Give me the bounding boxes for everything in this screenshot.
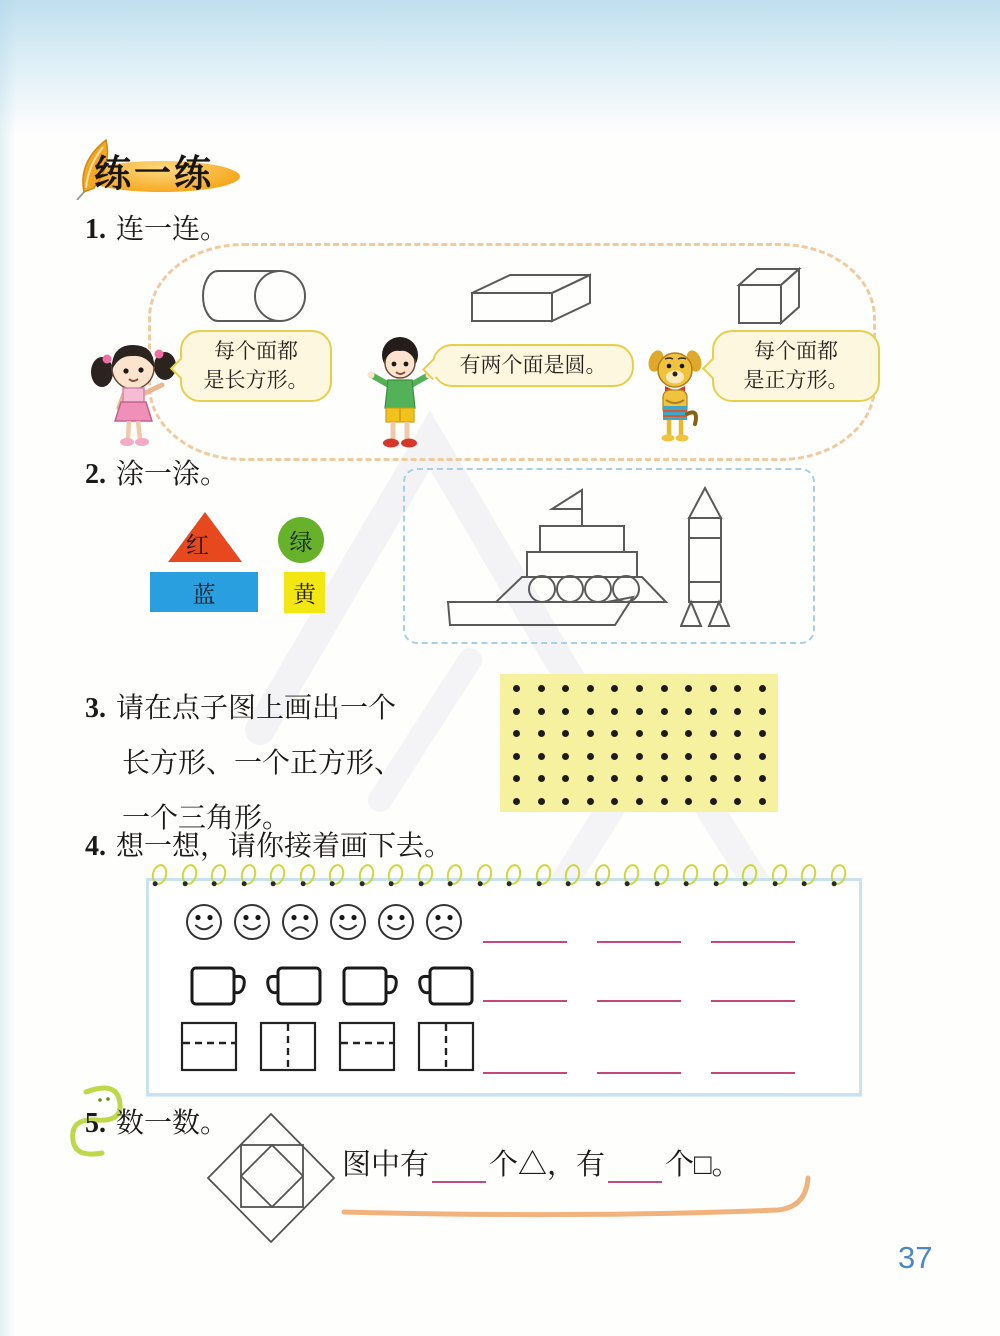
pattern-blank-line [711,1072,795,1074]
exercise-4-label [85,824,452,864]
grid-dot [538,685,545,692]
speech-bubble-text: 是长方形。 [203,368,309,392]
spiral-ring [268,862,288,886]
cube-illustration [736,266,804,326]
spiral-ring [297,862,317,886]
rocket-outline-illustration [680,486,732,630]
speech-bubble-dog [712,330,880,402]
grid-dot [513,775,520,782]
cuboid-illustration [470,272,595,324]
color-key-blue-rectangle [150,572,258,612]
boat-outline-illustration [430,482,710,632]
pattern-blank-line [483,1000,567,1002]
grid-dot [513,753,520,760]
pattern-item-faces [233,903,271,941]
speech-bubble-girl [180,330,332,402]
grid-dot [611,730,618,737]
grid-dot [734,775,741,782]
spiral-ring [681,862,701,886]
grid-dot [611,685,618,692]
pattern-item-faces [281,903,319,941]
pattern-item-fold-squares [338,1021,397,1073]
spiral-ring [740,862,760,886]
spiral-ring [445,862,465,886]
grid-dot [587,753,594,760]
question-part1: 图中有 [342,1149,430,1181]
grid-dot [611,708,618,715]
grid-dot [734,730,741,737]
pattern-blank-line [597,941,681,943]
grid-dot [685,730,692,737]
grid-dot [636,730,643,737]
exercise-3-number: 3. [85,693,106,724]
exercise-2-number: 2. [85,459,106,490]
grid-dot [734,685,741,692]
grid-dot [734,798,741,805]
orange-swoosh-decoration [338,1170,818,1220]
spiral-ring [474,862,494,886]
grid-dot [611,753,618,760]
grid-dot [685,798,692,805]
pattern-item-cups [341,965,399,1007]
spiral-ring [386,862,406,886]
grid-dot [636,753,643,760]
speech-bubble-text: 每个面都 [754,339,838,363]
question-part2: 个△，有 [489,1149,606,1181]
spiral-ring [150,862,170,886]
grid-dot [661,775,668,782]
grid-dot [710,708,717,715]
grid-dot [636,685,643,692]
color-key-red-label: 红 [186,533,209,558]
exercise-3-line2: 长方形、一个正方形、 [122,748,403,779]
spiral-ring [710,862,730,886]
grid-dot [513,730,520,737]
grid-dot [587,775,594,782]
grid-dot [710,753,717,760]
spiral-ring [179,862,199,886]
speech-bubble-text: 每个面都 [214,339,298,363]
exercise-3-line3: 一个三角形。 [122,803,291,834]
grid-dot [587,708,594,715]
exercise-5-number: 5. [85,1108,106,1139]
pattern-blank-line [711,941,795,943]
grid-dot [611,775,618,782]
grid-dot [636,798,643,805]
pattern-item-faces [185,903,223,941]
grid-dot [538,708,545,715]
spiral-ring [563,862,583,886]
pattern-item-fold-squares [417,1021,476,1073]
grid-dot [685,685,692,692]
grid-dot [759,775,766,782]
spiral-ring [651,862,671,886]
spiral-ring [828,862,848,886]
grid-dot [759,685,766,692]
color-key-yellow-square [284,572,325,613]
color-key-green-circle [278,517,324,563]
grid-dot [562,708,569,715]
pattern-item-fold-squares [180,1021,239,1073]
dog-character [644,344,706,446]
grid-dot [538,798,545,805]
girl-character [86,326,186,451]
color-key-blue-label: 蓝 [192,581,216,607]
spiral-ring [209,862,229,886]
grid-dot [636,708,643,715]
grid-dot [661,798,668,805]
grid-dot [587,685,594,692]
exercise-4-number: 4. [85,831,106,862]
grid-dot [562,798,569,805]
pattern-item-faces [425,903,463,941]
grid-dot [685,775,692,782]
grid-dot [759,753,766,760]
grid-dot [734,708,741,715]
pattern-item-faces [377,903,415,941]
page-title: 练一练 [94,154,214,195]
dot-grid [500,674,778,812]
boy-character [360,328,440,450]
spiral-ring [533,862,553,886]
spiral-ring [327,862,347,886]
grid-dot [538,730,545,737]
pattern-blank-line [483,941,567,943]
grid-dot [661,708,668,715]
grid-dot [538,753,545,760]
grid-dot [562,753,569,760]
grid-dot [685,708,692,715]
grid-dot [759,798,766,805]
grid-dot [513,708,520,715]
grid-dot [734,753,741,760]
color-key-yellow-label: 黄 [293,582,316,607]
grid-dot [661,730,668,737]
grid-dot [759,708,766,715]
question-part3: 个□。 [665,1149,741,1181]
grid-dot [710,730,717,737]
exercise-4-title: 想一想，请你接着画下去。 [116,831,453,862]
grid-dot [759,730,766,737]
pattern-item-cups [417,965,475,1007]
pattern-item-faces [329,903,367,941]
exercise-3-label [85,686,396,726]
pattern-item-cups [265,965,323,1007]
grid-dot [562,730,569,737]
cylinder-illustration [190,266,310,326]
grid-dot [710,775,717,782]
count-figure [206,1112,338,1246]
exercise-1-title: 连一连。 [116,214,229,245]
color-key-green-label: 绿 [289,529,313,555]
grid-dot [562,775,569,782]
grid-dot [538,775,545,782]
grid-dot [710,798,717,805]
grid-dot [513,685,520,692]
spiral-ring [415,862,435,886]
speech-bubble-text: 有两个面是圆。 [459,353,607,377]
grid-dot [587,730,594,737]
pattern-item-fold-squares [259,1021,318,1073]
speech-bubble-boy [432,344,634,387]
grid-dot [710,685,717,692]
pattern-blank-line [483,1072,567,1074]
pattern-blank-line [711,1000,795,1002]
exercise-1-number: 1. [85,214,106,245]
spiral-ring [769,862,789,886]
grid-dot [562,685,569,692]
spiral-ring [799,862,819,886]
pattern-blank-line [597,1072,681,1074]
exercise-5-title: 数一数。 [116,1108,229,1139]
pattern-item-cups [189,965,247,1007]
grid-dot [636,775,643,782]
exercise-3-line1: 请在点子图上画出一个 [116,693,397,724]
spiral-ring [622,862,642,886]
page-number: 37 [898,1240,933,1275]
grid-dot [661,685,668,692]
exercise-1-label [85,207,228,247]
speech-bubble-text: 是正方形。 [743,368,849,392]
grid-dot [611,798,618,805]
exercise-2-label [85,452,228,492]
spiral-ring [356,862,376,886]
exercise-2-title: 涂一涂。 [116,459,229,490]
grid-dot [685,753,692,760]
grid-dot [661,753,668,760]
pattern-notebook [146,878,862,1096]
spiral-ring [504,862,524,886]
spiral-ring [592,862,612,886]
spiral-ring [238,862,258,886]
grid-dot [513,798,520,805]
pattern-blank-line [597,1000,681,1002]
grid-dot [587,798,594,805]
